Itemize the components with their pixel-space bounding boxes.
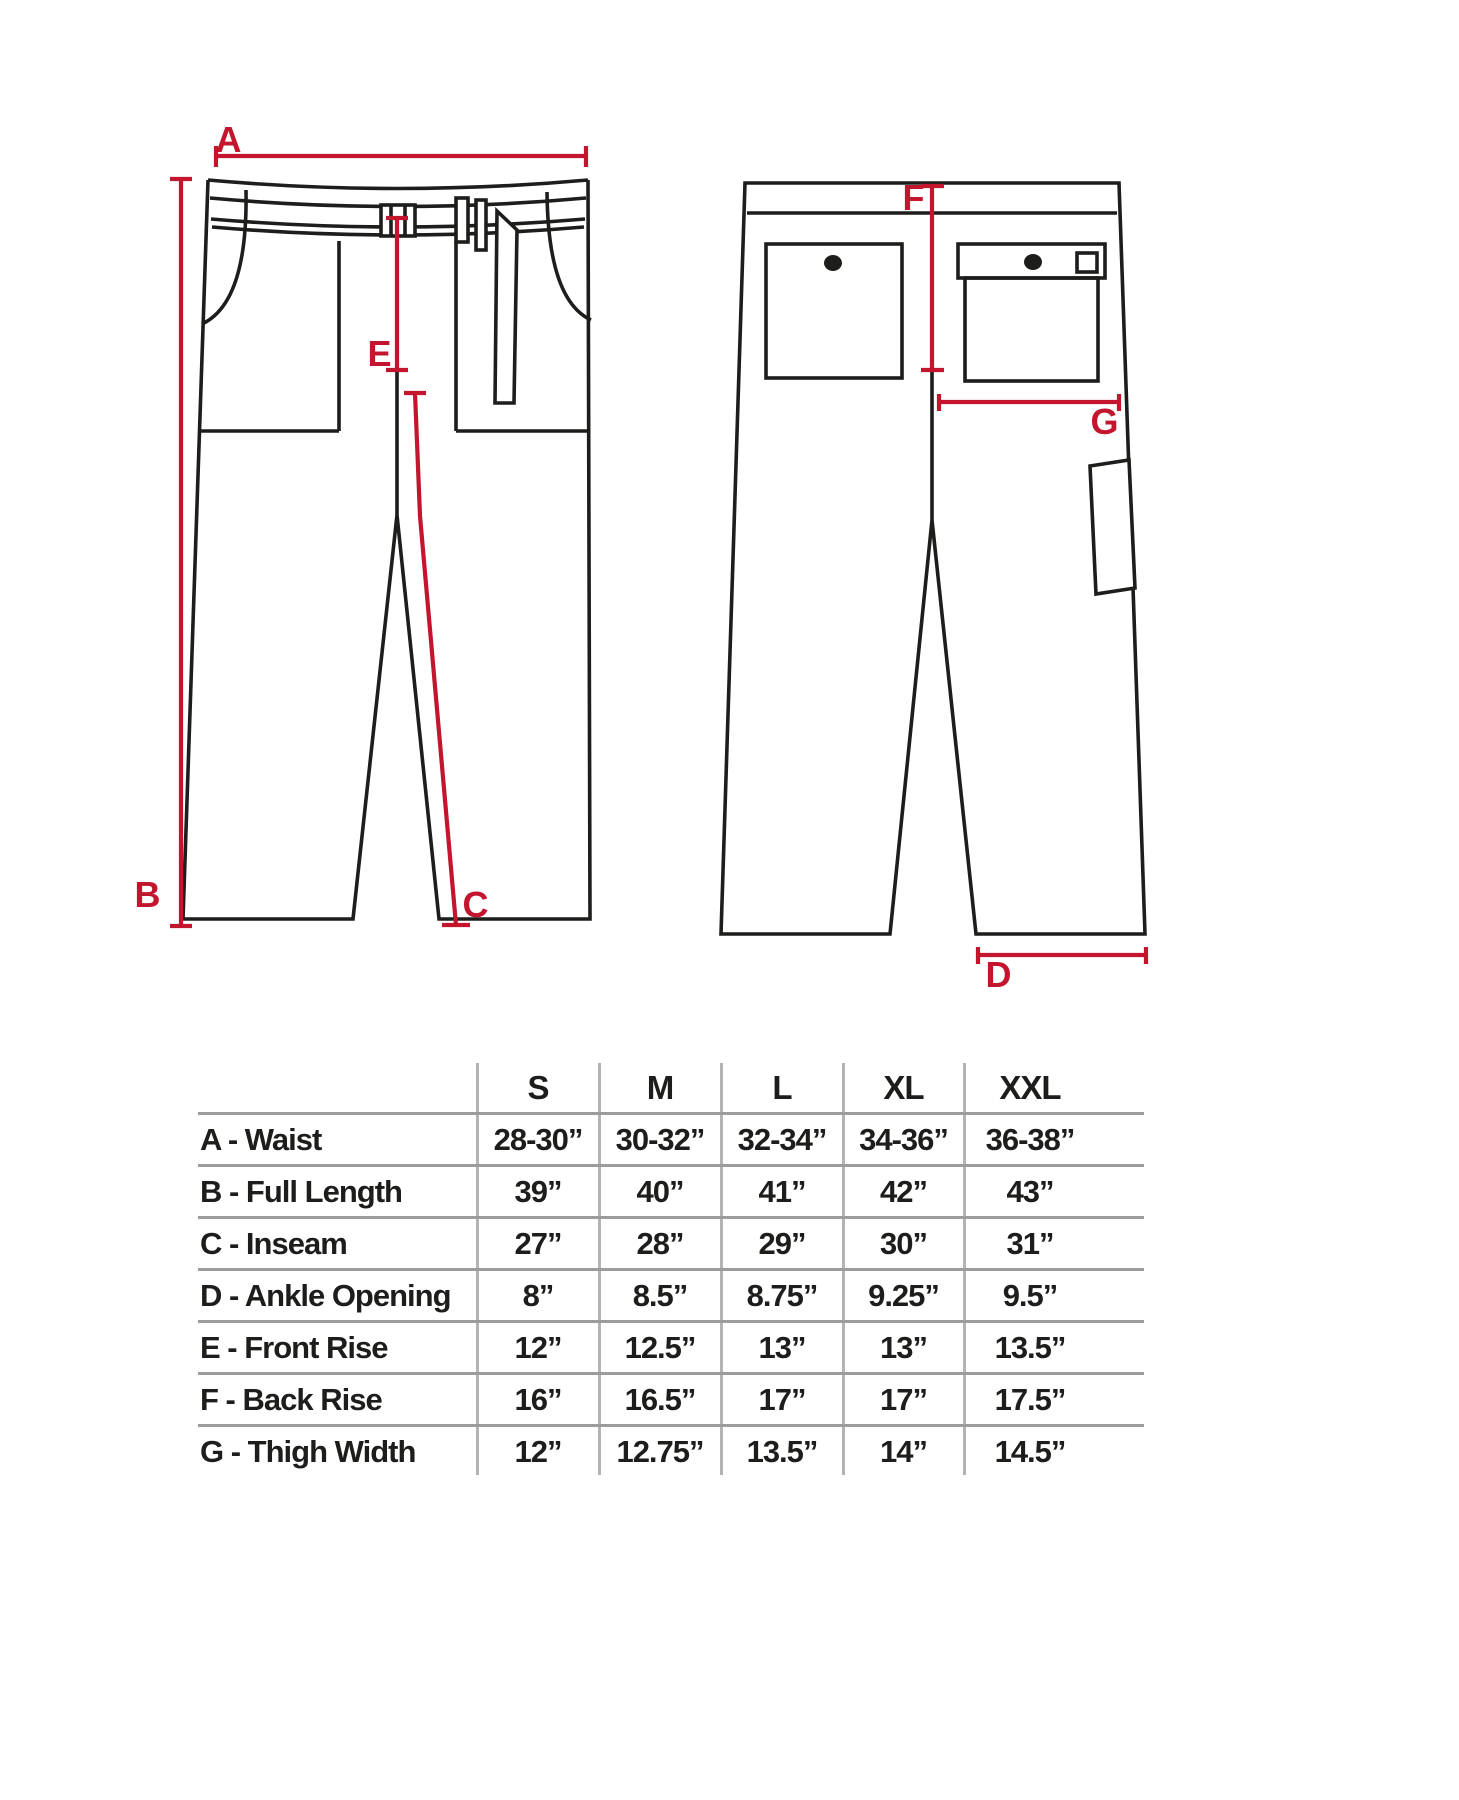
- table-row-inseam: [198, 1216, 1144, 1268]
- cell-value: 41”: [758, 1173, 806, 1209]
- cell-value: 42”: [880, 1173, 927, 1209]
- cell-value: 9.5”: [1002, 1277, 1058, 1313]
- front-right-pocket-opening: [547, 192, 591, 320]
- cell-value: 12”: [514, 1433, 562, 1469]
- cell-value: 14.5”: [994, 1433, 1066, 1469]
- row-label: A - Waist: [200, 1121, 322, 1157]
- cell-value: 28”: [636, 1225, 684, 1261]
- front-pants-drawing: [183, 180, 591, 919]
- dim-label-g: G: [1090, 401, 1118, 442]
- cell-value: 12.5”: [624, 1329, 696, 1365]
- cell-value: 8.5”: [632, 1277, 688, 1313]
- column-header-l: L: [772, 1068, 792, 1106]
- cell-value: 17”: [880, 1381, 927, 1417]
- cell-value: 30-32”: [615, 1121, 705, 1157]
- row-label: E - Front Rise: [200, 1329, 388, 1365]
- cell-value: 14”: [880, 1433, 927, 1469]
- cell-value: 12”: [514, 1329, 562, 1365]
- cell-value: 39”: [514, 1173, 562, 1209]
- cell-value: 8.75”: [746, 1277, 818, 1313]
- dim-C-inseam-line: [404, 393, 470, 925]
- cell-value: 32-34”: [737, 1121, 827, 1157]
- front-waist-top-edge: [208, 180, 588, 189]
- cell-value: 29”: [758, 1225, 806, 1261]
- cell-value: 13”: [758, 1329, 806, 1365]
- table-row-thigh-width: [198, 1424, 1144, 1476]
- back-right-pocket-body: [965, 278, 1098, 381]
- dim-label-f: F: [902, 177, 924, 218]
- cell-value: 9.25”: [868, 1277, 939, 1313]
- table-corner-cell: [198, 1063, 477, 1112]
- cell-value: 13”: [880, 1329, 927, 1365]
- size-table: [198, 1063, 1144, 1475]
- cell-value: 31”: [1006, 1225, 1054, 1261]
- column-header-xl: XL: [883, 1068, 924, 1106]
- cell-value: 28-30”: [493, 1121, 583, 1157]
- column-header-xxl: XXL: [999, 1068, 1061, 1106]
- cell-value: 30”: [880, 1225, 927, 1261]
- cell-value: 34-36”: [859, 1121, 948, 1157]
- dim-A-waist-line: [216, 146, 586, 167]
- cell-value: 17”: [758, 1381, 806, 1417]
- column-header-s: S: [527, 1068, 549, 1106]
- table-row-back-rise: [198, 1372, 1144, 1424]
- cell-value: 17.5”: [994, 1381, 1066, 1417]
- cell-value: 13.5”: [746, 1433, 818, 1469]
- back-left-pocket-button: [824, 255, 842, 271]
- cell-value: 12.75”: [616, 1433, 704, 1469]
- dim-label-a: A: [215, 119, 241, 160]
- belt-strap: [495, 211, 517, 403]
- cell-value: 8”: [522, 1277, 554, 1313]
- table-row-waist: [198, 1112, 1144, 1164]
- table-row-full-length: [198, 1164, 1144, 1216]
- column-header-m: M: [646, 1068, 674, 1106]
- front-left-pocket-opening: [204, 190, 246, 323]
- row-label: C - Inseam: [200, 1225, 347, 1261]
- table-row-front-rise: [198, 1320, 1144, 1372]
- back-cargo-pocket: [1090, 460, 1135, 594]
- table-row-ankle-opening: [198, 1268, 1144, 1320]
- cell-value: 43”: [1006, 1173, 1054, 1209]
- back-right-pocket-tab: [1077, 253, 1097, 272]
- row-label: B - Full Length: [200, 1173, 402, 1209]
- dim-B-full-length-line: [170, 179, 192, 926]
- dimension-lines: [170, 146, 1146, 964]
- row-label: F - Back Rise: [200, 1381, 382, 1417]
- row-label: G - Thigh Width: [200, 1433, 416, 1469]
- belt-loop: [456, 198, 468, 242]
- table-header-row: [198, 1063, 1144, 1112]
- dim-label-d: D: [985, 954, 1011, 995]
- dim-label-e: E: [367, 333, 391, 374]
- dim-label-c: C: [462, 884, 488, 925]
- front-pants-outline: [183, 180, 590, 919]
- cell-value: 36-38”: [985, 1121, 1075, 1157]
- belt-keeper: [476, 200, 486, 250]
- cell-value: 27”: [514, 1225, 562, 1261]
- cell-value: 16.5”: [624, 1381, 696, 1417]
- cell-value: 16”: [514, 1381, 562, 1417]
- dim-label-b: B: [134, 874, 160, 915]
- cell-value: 40”: [636, 1173, 684, 1209]
- cell-value: 13.5”: [994, 1329, 1066, 1365]
- row-label: D - Ankle Opening: [200, 1277, 451, 1313]
- back-right-pocket-button: [1024, 254, 1042, 270]
